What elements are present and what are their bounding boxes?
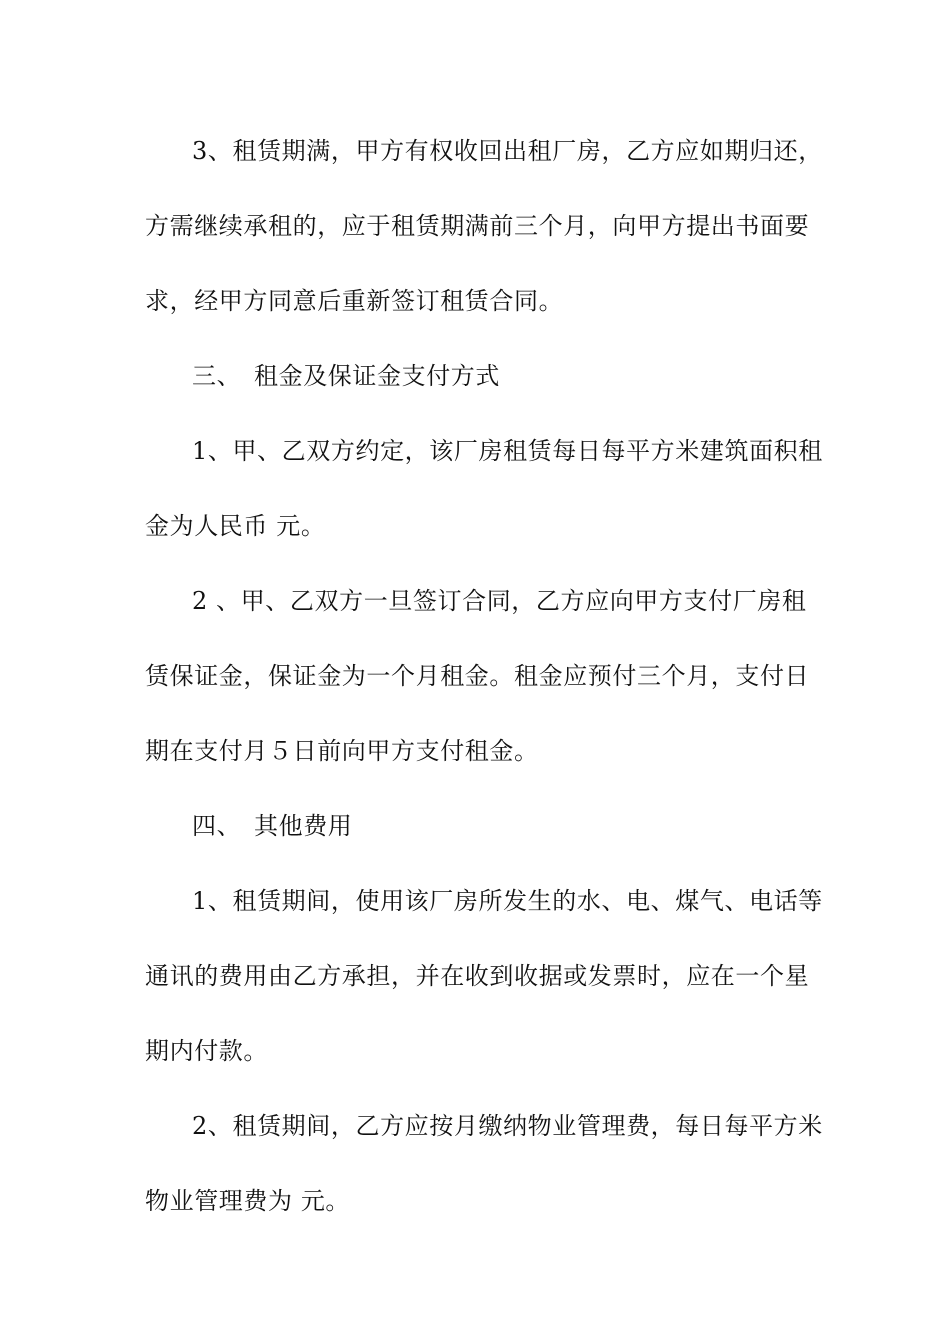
- paragraph-line: 物业管理费为 元。: [145, 1187, 351, 1215]
- section-title: 租金及保证金支付方式: [254, 362, 500, 390]
- section-heading-3: [192, 361, 872, 391]
- paragraph-line: 求，经甲方同意后重新签订租赁合同。: [145, 287, 564, 315]
- paragraph-line: 2 、甲、乙双方一旦签订合同，乙方应向甲方支付厂房租: [192, 587, 807, 615]
- section-heading-4: [192, 811, 872, 841]
- section-number: 四、: [192, 812, 242, 840]
- paragraph-line: 期在支付月５日前向甲方支付租金。: [145, 737, 539, 765]
- paragraph-line: 1、甲、乙双方约定，该厂房租赁每日每平方米建筑面积租: [192, 437, 823, 465]
- paragraph-line: 赁保证金，保证金为一个月租金。租金应预付三个月，支付日: [145, 662, 810, 690]
- paragraph-line: 1、租赁期间，使用该厂房所发生的水、电、煤气、电话等: [192, 887, 823, 915]
- paragraph-line: 通讯的费用由乙方承担，并在收到收据或发票时，应在一个星: [145, 962, 810, 990]
- section-number: 三、: [192, 362, 242, 390]
- section-title: 其他费用: [254, 812, 353, 840]
- paragraph-line: 2、租赁期间，乙方应按月缴纳物业管理费，每日每平方米: [192, 1112, 823, 1140]
- paragraph-line: 期内付款。: [145, 1037, 268, 1065]
- paragraph-line: 金为人民币 元。: [145, 512, 326, 540]
- paragraph-line: 3、租赁期满，甲方有权收回出租厂房，乙方应如期归还，: [192, 137, 823, 165]
- paragraph-line: 方需继续承租的，应于租赁期满前三个月，向甲方提出书面要: [145, 212, 810, 240]
